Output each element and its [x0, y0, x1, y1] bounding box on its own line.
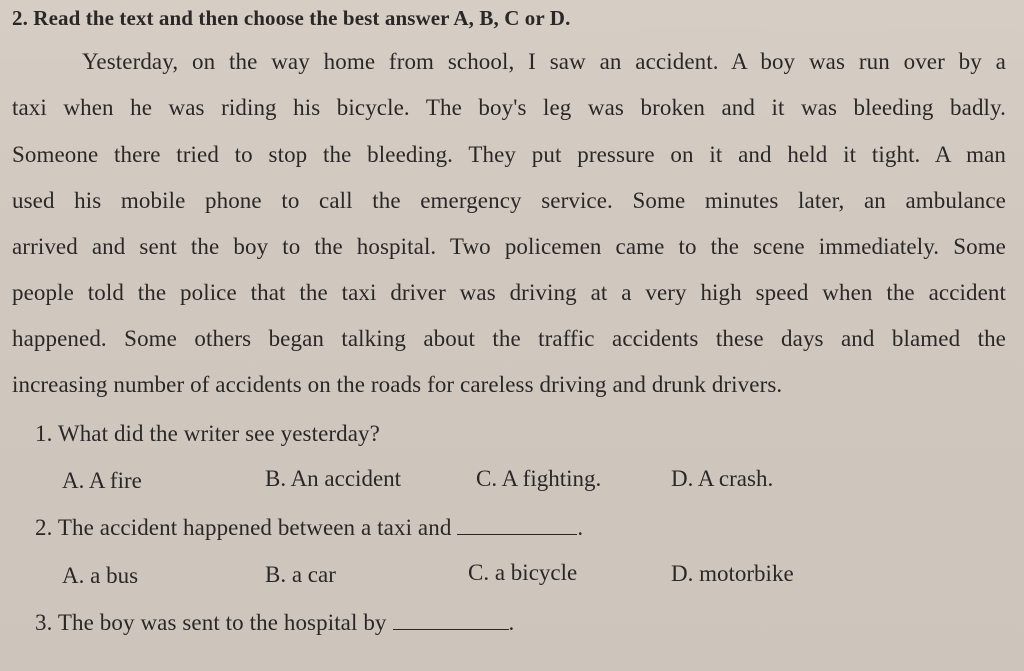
- answer-blank: [393, 611, 509, 630]
- q1-option-b: B. An accident: [265, 466, 402, 491]
- q1-option-a: A. A fire: [62, 468, 142, 493]
- q1-option-d: D. A crash.: [671, 466, 774, 491]
- answer-blank: [457, 516, 577, 535]
- passage-line: Yesterday, on the way home from school, I saw an accident. A boy was run over by a: [82, 49, 1006, 74]
- question-2-period: .: [577, 515, 584, 540]
- passage-line: taxi when he was riding his bicycle. The boy's leg was broken and it was bleeding badly.: [12, 95, 1006, 120]
- question-2: [35, 514, 583, 542]
- question-1: 1. What did the writer see yesterday?: [35, 421, 380, 446]
- passage-line: used his mobile phone to call the emergency service. Some minutes later, an ambulance: [12, 188, 1006, 213]
- question-3-period: .: [508, 610, 515, 635]
- q2-option-b: B. a car: [265, 562, 336, 587]
- q2-option-a: A. a bus: [62, 563, 139, 588]
- q1-option-c: C. A fighting.: [476, 466, 602, 491]
- passage-line: people told the police that the taxi driver was driving at a very high speed when the accident: [12, 280, 1006, 305]
- passage-line: increasing number of accidents on the roads for careless driving and drunk drivers.: [12, 372, 783, 397]
- passage-line: arrived and sent the boy to the hospital. Two policemen came to the scene immediately. Some: [12, 234, 1006, 259]
- q2-option-c: C. a bicycle: [468, 560, 578, 585]
- question-3: [35, 609, 514, 637]
- passage-line: Someone there tried to stop the bleeding. They put pressure on it and held it tight. A man: [12, 142, 1006, 167]
- exercise-heading: 2. Read the text and then choose the best answer A, B, C or D.: [12, 6, 571, 30]
- passage-line: happened. Some others began talking about the traffic accidents these days and blamed the: [12, 326, 1006, 351]
- q2-option-d: D. motorbike: [671, 561, 794, 586]
- question-2-text: 2. The accident happened between a taxi and: [35, 515, 452, 540]
- question-3-text: 3. The boy was sent to the hospital by: [35, 610, 387, 635]
